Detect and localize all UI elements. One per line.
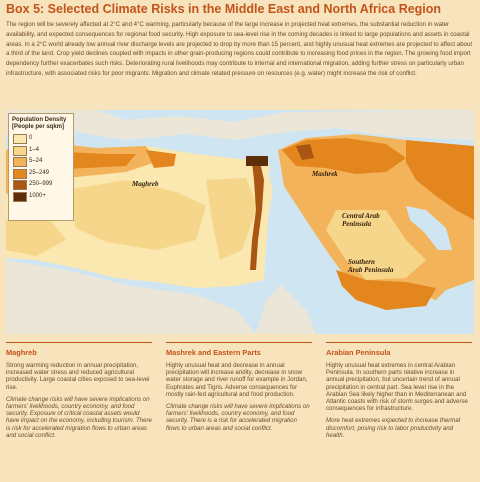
legend-swatch xyxy=(13,146,27,156)
legend-label: 25–249 xyxy=(29,169,50,176)
legend-item xyxy=(9,155,73,167)
map-label-mashrek: Mashrek xyxy=(312,170,338,178)
column-text: Highly unusual heat and decrease in annual precipitation will increase aridity, decrease in snow water storage and river runoff for example in Jordan, Euphrates and Tigris. Adverse consequences for mostly rain-fed agricultural and food production. xyxy=(166,362,308,398)
box-title: Box 5: Selected Climate Risks in the Middle East and North Africa Region xyxy=(6,2,442,16)
legend-label: 0 xyxy=(29,135,33,141)
legend-title xyxy=(9,114,73,132)
intro-paragraph: The region will be severely affected at 2°C and 4°C warming, particularly because of the large increase in projected heat extremes, the substantial reduction in water availability, and expected consequences for regional food security. High exposure to sea-level rise in the coming decades is linked to large populations and assets in coastal areas. In a 2°C world already low annual river discharge levels are projected to drop by more than 15 percent, and highly unusual heat extremes are projected to affect about a third of the land. Crop yield declines coupled with impacts in other grain-producing regions could contribute to increasing food prices in the region. The growing food import dependency further exacerbates such risks. Deteriorating rural livelihoods may contribute to internal and international migration, adding further stress on particularly urban infrastructure, with associated risks for poor migrants. Migration and climate related pressure on resources (e.g. water) might increase the risk of conflict. xyxy=(6,21,473,77)
legend-item xyxy=(9,132,73,144)
central-arab-line-2: Peninsula xyxy=(342,220,372,228)
map-graphic xyxy=(6,110,474,334)
column-rule xyxy=(326,342,472,343)
column-rule xyxy=(166,342,312,343)
legend-swatch xyxy=(13,180,27,190)
column-maghreb xyxy=(6,344,152,480)
legend-title-line-1: Population Density xyxy=(12,117,67,123)
legend-item xyxy=(9,178,73,190)
legend-item xyxy=(9,144,73,156)
column-text-italic: Climate change risks will have severe implications on farmers' livelihoods, country economy, and food security. Exposure of critical coastal assets would have impact on the economy, including tourism. There is risk for accelerated migration flows to urban areas and social conflict. xyxy=(6,395,152,439)
column-heading: Arabian Peninsula xyxy=(326,348,391,357)
legend-swatch xyxy=(13,134,27,144)
legend-title-line-2: [People per sqkm] xyxy=(12,124,65,130)
map-label-central-arab xyxy=(342,212,380,228)
legend-label: 1–4 xyxy=(29,146,40,153)
nile-delta xyxy=(246,156,268,166)
legend-swatch xyxy=(13,157,27,167)
legend-label: 1000+ xyxy=(29,192,46,199)
legend-swatch xyxy=(13,192,27,202)
column-text: Highly unusual heat extremes in central Arabian Peninsula. In southern parts relative increase in annual precipitation, but uncertain trend of annual precipitation in central part. Sea level rise in the Arabian Sea likely higher than in Mediterranean and Atlantic coasts with risk of storm surges and adverse consequences for infrastructure. xyxy=(326,362,468,413)
legend-swatch xyxy=(13,169,27,179)
legend-label: 5–24 xyxy=(29,158,43,164)
column-arabian-peninsula xyxy=(326,344,472,480)
southern-arab-line-1: Southern xyxy=(348,258,375,266)
column-heading: Maghreb xyxy=(6,348,37,357)
column-heading: Mashrek and Eastern Parts xyxy=(166,348,261,357)
column-mashrek xyxy=(166,344,312,480)
legend-item xyxy=(9,190,73,202)
column-text-italic: Climate change risks will have severe implications on farmers' livelihoods, country economy, and food security. There is a risk for accelerated migration flows to urban areas and social conflict. xyxy=(166,403,310,432)
legend-item xyxy=(9,167,73,179)
column-text: Strong warming reduction in annual precipitation, increased water stress and reduced agricultural productivity. Large coastal cities exposed to sea-level rise. xyxy=(6,362,150,391)
map-legend xyxy=(8,113,74,221)
population-density-map xyxy=(6,110,474,334)
central-arab-line-1: Central Arab xyxy=(342,212,380,220)
column-rule xyxy=(6,342,152,343)
map-label-maghreb: Maghreb xyxy=(132,180,159,188)
legend-label: 250–999 xyxy=(29,181,53,187)
southern-arab-line-2: Arab Peninsula xyxy=(348,266,394,274)
column-text-italic: More heat extremes expected to increase thermal discomfort, posing risk to labor productivity and health. xyxy=(326,417,461,439)
map-label-southern-arab xyxy=(348,258,393,274)
